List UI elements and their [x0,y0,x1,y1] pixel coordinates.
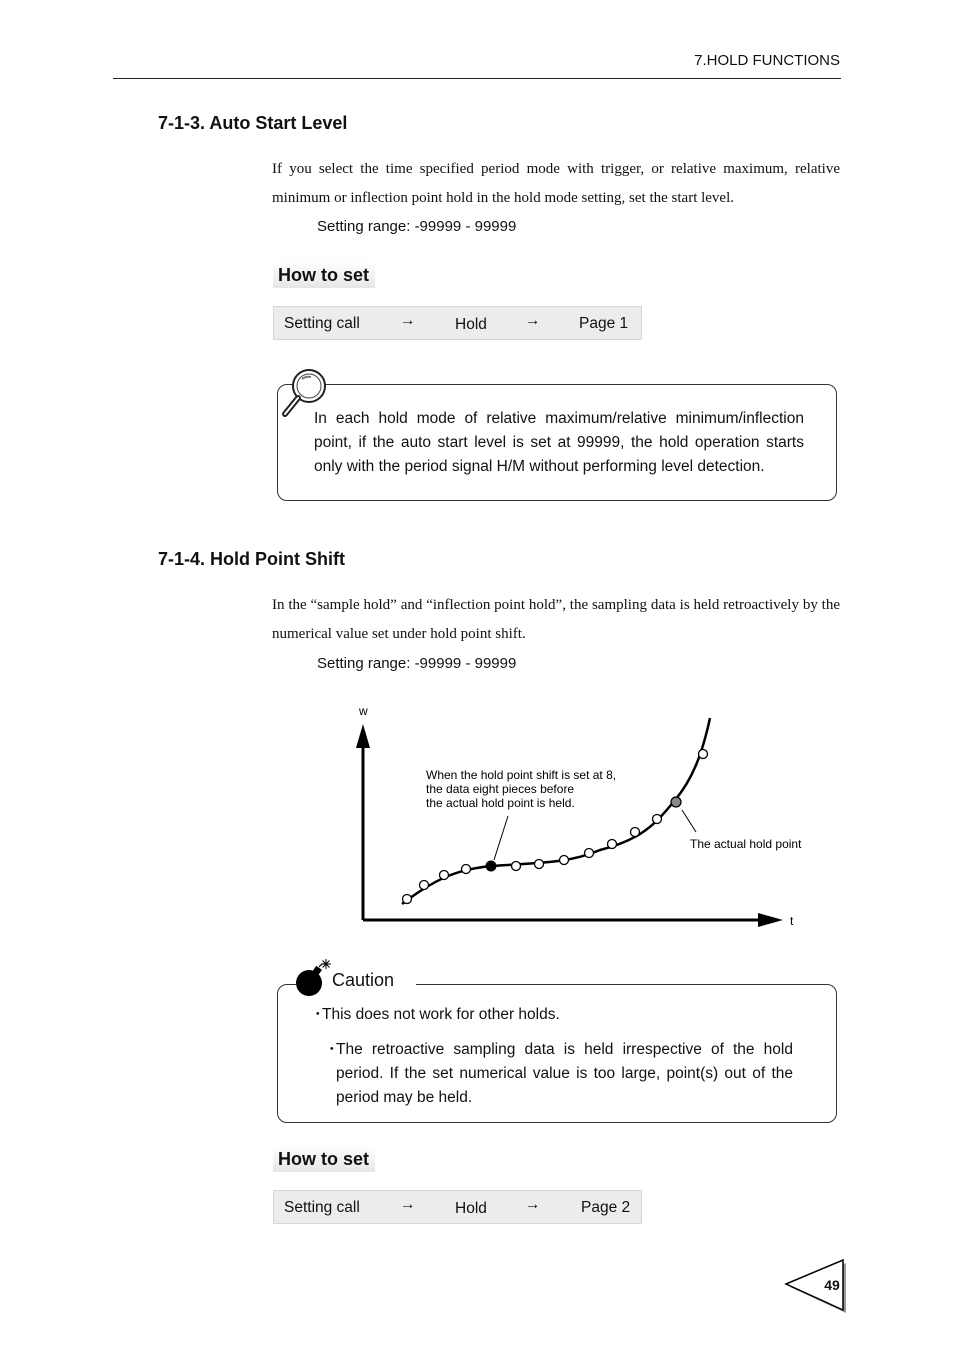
bullet-mark: ・ [324,1041,340,1058]
header-rule [113,78,841,79]
actual-hold-point [671,797,681,807]
caution-item [324,1038,793,1110]
arrow-icon: → [400,312,416,329]
sample-point [420,881,429,890]
hold-point-diagram [340,700,820,935]
section-paragraph: In the “sample hold” and “inflection point hold”, the sampling data is held retroactively by the numerical value set under hold point shift. [272,597,840,642]
path-step-page: Page 1 [579,315,629,332]
caution-item-text: The retroactive sampling data is held irrespective of the hold period. If the set numerical value is too large, point(s) out of the period may be held. [336,1041,793,1106]
sample-point [653,815,662,824]
path-step-hold: Hold [455,1200,487,1217]
path-step-hold: Hold [455,316,487,333]
y-axis-label: w [359,704,368,718]
caution-title: Caution [326,970,400,991]
note-text: In each hold mode of relative maximum/relative minimum/inflection point, if the auto start level is set at 99999, the hold operation starts only with the period signal H/M without performing level detection. [314,410,804,475]
magnifier-icon [280,364,332,420]
sample-point [699,750,708,759]
callout-text-line: When the hold point shift is set at 8, [426,768,617,782]
arrow-icon: → [400,1196,416,1213]
path-step-setting-call: Setting call [284,1199,360,1216]
path-step-page: Page 2 [581,1199,631,1216]
x-axis-arrow-icon [758,913,783,927]
held-point [486,861,496,871]
callout-text-line: the actual hold point is held. [426,796,575,810]
section-title-auto-start-level: 7-1-3. Auto Start Level [158,113,348,133]
sample-point [440,871,449,880]
path-step-setting-call: Setting call [284,315,360,332]
sample-point [535,860,544,869]
bullet-mark: ・ [310,1006,326,1023]
actual-hold-point-label: The actual hold point [690,837,802,851]
setting-range: Setting range: -99999 - 99999 [317,655,517,672]
page-number: 49 [824,1277,840,1293]
section-paragraph: If you select the time specified period mode with trigger, or relative maximum, relative minimum or inflection point hold in the hold mode setting, set the start level. [272,161,840,206]
actual-hold-leader-line [682,810,696,832]
menu-path [273,1190,642,1224]
section-title-hold-point-shift: 7-1-4. Hold Point Shift [158,549,345,569]
sample-point [560,856,569,865]
setting-range: Setting range: -99999 - 99999 [317,218,517,235]
x-axis-label: t [790,914,794,928]
sample-point [631,828,640,837]
callout-text-line: the data eight pieces before [426,782,575,796]
sample-point [585,849,594,858]
chapter-header: 7.HOLD FUNCTIONS [694,52,840,69]
arrow-icon: → [525,1196,541,1213]
sample-point [462,865,471,874]
note-box [277,384,837,501]
sample-point [403,895,412,904]
caution-item-text: This does not work for other holds. [322,1006,560,1023]
menu-path [273,306,642,340]
sample-point [512,862,521,871]
caution-box [277,984,837,1123]
how-to-set-heading: How to set [273,1145,375,1172]
callout-leader-line [494,816,508,860]
sample-point [608,840,617,849]
y-axis-arrow-icon [356,724,370,748]
how-to-set-heading: How to set [273,261,375,288]
arrow-icon: → [525,312,541,329]
caution-item [310,1003,802,1027]
